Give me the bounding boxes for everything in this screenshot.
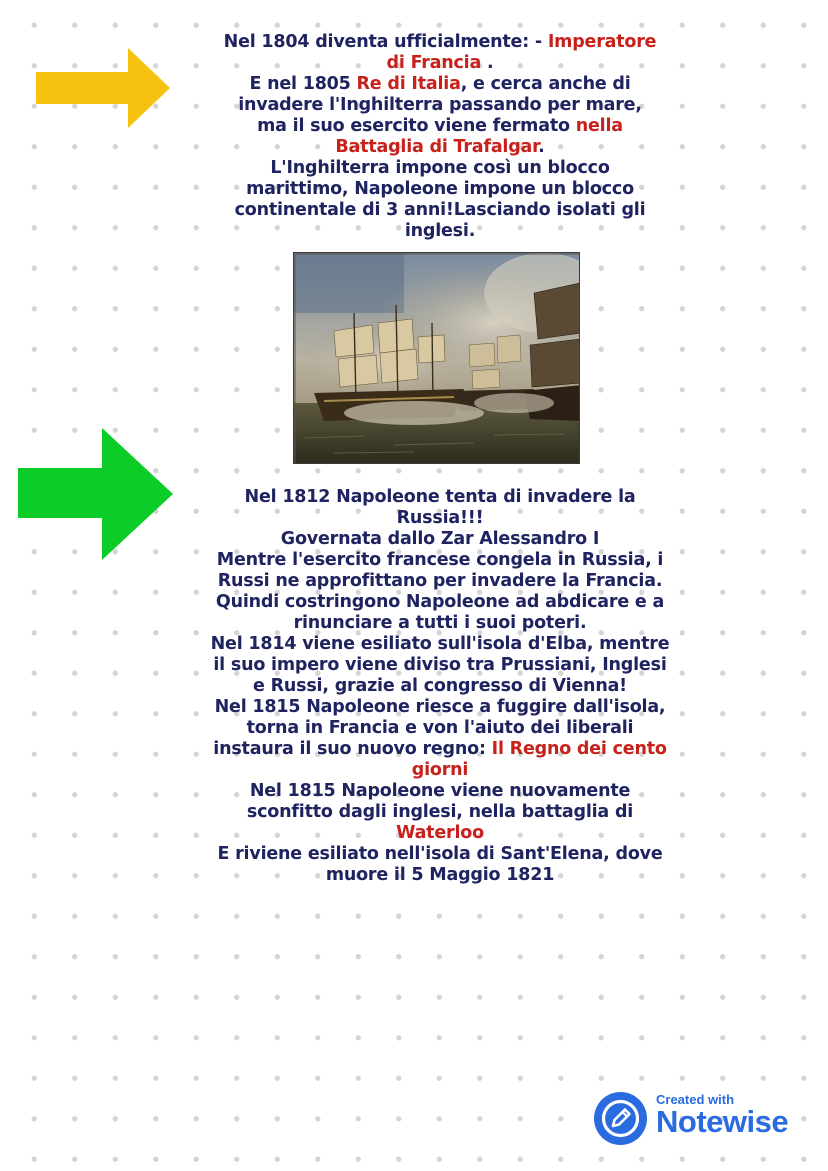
- text-run: sconfitto dagli inglesi, nella battaglia di: [246, 802, 634, 822]
- text-line: [150, 634, 730, 655]
- text-line: [150, 508, 730, 529]
- text-run: Nel 1812 Napoleone tenta di invadere la: [244, 487, 636, 507]
- text-run: rinunciare a tutti i suoi poteri.: [293, 613, 587, 633]
- text-run: invadere l'Inghilterra passando per mare,: [238, 95, 642, 115]
- text-run: Russia!!!: [396, 508, 484, 528]
- text-line: [150, 676, 730, 697]
- text-run: torna in Francia e von l'aiuto dei liberali: [246, 718, 634, 738]
- brand-name: Notewise: [656, 1104, 789, 1139]
- section1-text: [160, 32, 720, 242]
- text-line: [150, 613, 730, 634]
- text-run: Nel 1815 Napoleone riesce a fuggire dall'isola,: [214, 697, 666, 717]
- text-run: instaura il suo nuovo regno:: [213, 739, 492, 759]
- text-run: muore il 5 Maggio 1821: [325, 865, 555, 885]
- text-run: ma il suo esercito viene fermato: [257, 116, 576, 136]
- text-run: .: [481, 53, 494, 73]
- naval-battle-illustration: [294, 253, 580, 464]
- brand-logo: [594, 1092, 647, 1145]
- yellow-right-arrow-icon: [36, 46, 172, 130]
- text-run: L'Inghilterra impone così un blocco: [270, 158, 610, 178]
- text-line: [160, 74, 720, 95]
- highlighted-text: Il Regno dei cento: [491, 739, 667, 759]
- text-line: [150, 529, 730, 550]
- highlighted-text: Waterloo: [396, 823, 484, 843]
- highlighted-text: di Francia: [386, 53, 482, 73]
- highlighted-text: giorni: [411, 760, 469, 780]
- text-run: Nel 1814 viene esiliato sull'isola d'Elba, mentre: [210, 634, 670, 654]
- highlighted-text: Imperatore: [547, 32, 657, 52]
- text-run: continentale di 3 anni!Lasciando isolati gli: [234, 200, 646, 220]
- text-run: Nel 1804 diventa ufficialmente: -: [223, 32, 548, 52]
- text-line: [150, 697, 730, 718]
- text-line: [150, 865, 730, 886]
- text-line: [160, 179, 720, 200]
- highlighted-text: nella: [575, 116, 623, 136]
- text-line: [150, 802, 730, 823]
- text-line: [150, 655, 730, 676]
- text-line: [150, 823, 730, 844]
- text-line: [160, 158, 720, 179]
- text-line: [160, 221, 720, 242]
- section2-text: [150, 487, 730, 886]
- text-line: [150, 487, 730, 508]
- text-line: [150, 571, 730, 592]
- text-run: Mentre l'esercito francese congela in Russia, i: [216, 550, 664, 570]
- text-run: .: [538, 137, 545, 157]
- text-run: marittimo, Napoleone impone un blocco: [246, 179, 634, 199]
- text-line: [150, 844, 730, 865]
- text-run: il suo impero viene diviso tra Prussiani, Inglesi: [213, 655, 667, 675]
- text-run: E nel 1805: [249, 74, 357, 94]
- text-line: [160, 200, 720, 221]
- text-line: [160, 116, 720, 137]
- text-line: [160, 32, 720, 53]
- text-line: [160, 53, 720, 74]
- text-run: Russi ne approfittano per invadere la Francia.: [217, 571, 663, 591]
- pencil-icon: [594, 1092, 647, 1145]
- text-run: , e cerca anche di: [460, 74, 631, 94]
- text-run: E riviene esiliato nell'isola di Sant'Elena, dove: [217, 844, 663, 864]
- text-line: [150, 718, 730, 739]
- yellow-arrow-shape: [36, 48, 170, 128]
- brand-created-with: Created with: [656, 1092, 735, 1107]
- battle-painting-image: [293, 252, 580, 464]
- text-line: [150, 781, 730, 802]
- text-run: Quindi costringono Napoleone ad abdicare e a: [215, 592, 665, 612]
- text-line: [150, 739, 730, 760]
- text-line: [150, 592, 730, 613]
- text-run: inglesi.: [404, 221, 476, 241]
- text-line: [160, 95, 720, 116]
- highlighted-text: Battaglia di Trafalgar: [335, 137, 539, 157]
- text-run: Nel 1815 Napoleone viene nuovamente: [249, 781, 631, 801]
- text-line: [150, 760, 730, 781]
- text-line: [150, 550, 730, 571]
- text-line: [160, 137, 720, 158]
- highlighted-text: Re di Italia: [356, 74, 461, 94]
- text-run: Governata dallo Zar Alessandro I: [280, 529, 600, 549]
- text-run: e Russi, grazie al congresso di Vienna!: [253, 676, 627, 696]
- notewise-brand: [594, 1090, 814, 1150]
